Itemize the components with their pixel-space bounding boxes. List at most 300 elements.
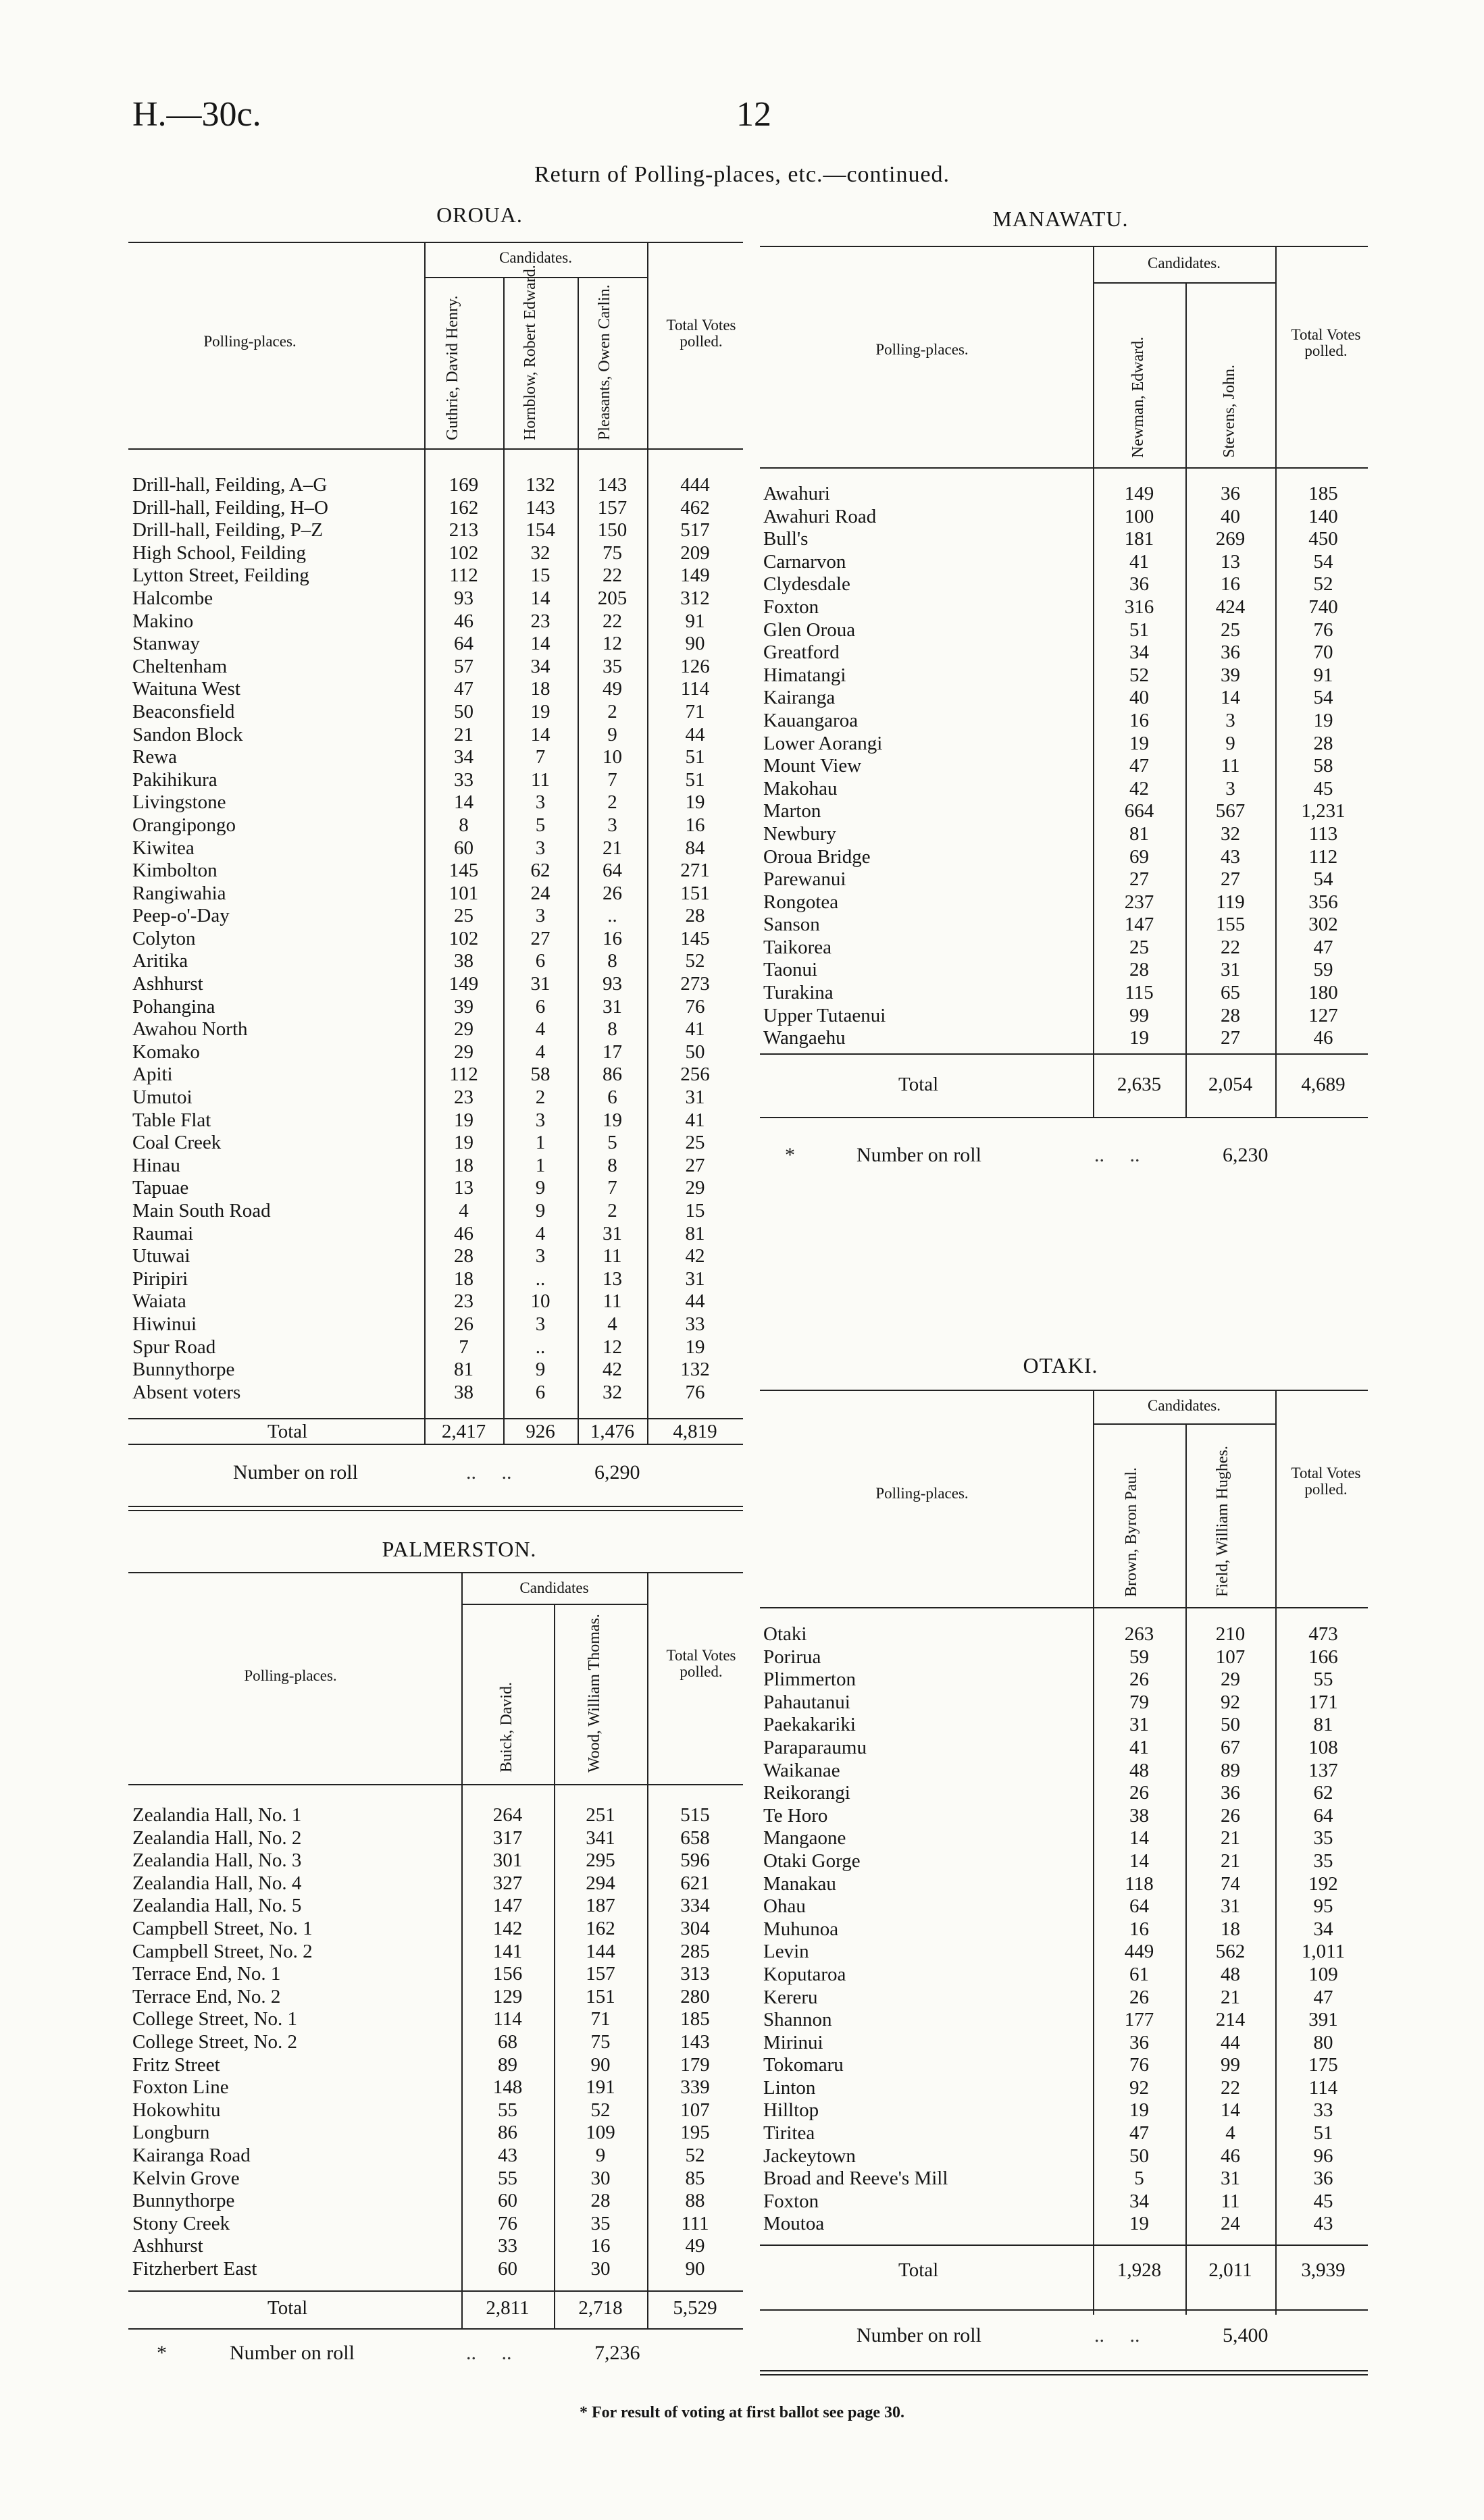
palmerston-cell: 280 <box>680 1985 710 2007</box>
palmerston-cell: 60 <box>498 2190 517 2212</box>
oroua-row <box>132 746 743 769</box>
otaki-place-name: Muhunoa <box>763 1918 839 1940</box>
manawatu-polling-header: Polling-places. <box>875 341 969 358</box>
oroua-cell: 462 <box>680 496 710 519</box>
oroua-place-name: Stanway <box>132 633 200 655</box>
manawatu-cell: 32 <box>1221 822 1240 845</box>
oroua-cell: 16 <box>603 927 622 949</box>
oroua-cell: 29 <box>454 1041 474 1063</box>
palmerston-place-name: Terrace End, No. 2 <box>132 1985 281 2007</box>
otaki-cell: 38 <box>1129 1804 1149 1827</box>
otaki-place-name: Waikanae <box>763 1759 840 1781</box>
otaki-cell: 50 <box>1129 2145 1149 2167</box>
oroua-cell: .. <box>535 1336 546 1358</box>
oroua-place-name: Pakihikura <box>132 768 218 791</box>
palmerston-place-name: Ashhurst <box>132 2235 203 2257</box>
otaki-cell: 31 <box>1221 2168 1240 2190</box>
otaki-place-name: Levin <box>763 1941 809 1963</box>
manawatu-roll-label: Number on roll <box>856 1144 981 1166</box>
otaki-cell: 19 <box>1129 2213 1149 2235</box>
manawatu-cell: 356 <box>1308 891 1338 913</box>
otaki-roll-label: Number on roll <box>856 2324 981 2346</box>
manawatu-candidate-2: Stevens, John. <box>1221 365 1238 458</box>
otaki-cell: 48 <box>1129 1759 1149 1781</box>
palmerston-row <box>132 1849 743 1872</box>
manawatu-cell: 70 <box>1313 641 1333 664</box>
oroua-cell: 11 <box>603 1245 622 1267</box>
palmerston-cell: 143 <box>680 2030 710 2053</box>
manawatu-place-name: Makohau <box>763 777 838 799</box>
oroua-cell: 213 <box>449 519 479 542</box>
otaki-cell: 118 <box>1125 1872 1154 1895</box>
palmerston-row <box>132 2054 743 2077</box>
manawatu-cell: 149 <box>1124 483 1154 504</box>
oroua-total-guthrie: 2,417 <box>441 1421 486 1442</box>
oroua-cell: 52 <box>685 950 705 972</box>
palmerston-row <box>132 2031 743 2054</box>
oroua-cell: 132 <box>680 1359 710 1381</box>
oroua-cell: 76 <box>685 1381 705 1403</box>
manawatu-row <box>763 1027 1371 1050</box>
palmerston-total-votes: 5,529 <box>673 2297 717 2319</box>
otaki-cell: 35 <box>1313 1827 1333 1849</box>
oroua-cell: 149 <box>449 973 479 995</box>
otaki-roll-value: 5,400 <box>1223 2324 1269 2346</box>
oroua-row <box>132 1359 743 1382</box>
otaki-cell: 92 <box>1129 2076 1149 2099</box>
manawatu-cell: 740 <box>1308 596 1338 618</box>
oroua-cell: 2 <box>607 1200 617 1222</box>
otaki-cell: 36 <box>1313 2168 1333 2190</box>
oroua-cell: 19 <box>530 700 551 723</box>
oroua-cell: 209 <box>680 542 710 564</box>
otaki-place-name: Reikorangi <box>763 1782 850 1804</box>
oroua-cell: 145 <box>449 860 479 882</box>
palmerston-row <box>132 2213 743 2236</box>
oroua-cell: 444 <box>680 474 710 496</box>
manawatu-row <box>763 710 1371 733</box>
palmerston-cell: 30 <box>590 2257 611 2280</box>
oroua-cell: 32 <box>603 1381 622 1403</box>
oroua-place-name: Hiwinui <box>132 1313 197 1335</box>
palmerston-cell: 35 <box>590 2212 611 2234</box>
palmerston-cell: 60 <box>498 2257 517 2280</box>
otaki-cell: 33 <box>1313 2099 1333 2122</box>
otaki-row <box>763 1918 1371 1941</box>
oroua-place-name: Rewa <box>132 746 178 768</box>
oroua-cell: 13 <box>603 1267 622 1290</box>
oroua-cell: 75 <box>603 542 622 564</box>
oroua-cell: .. <box>607 905 617 927</box>
manawatu-row <box>763 528 1371 551</box>
otaki-cell: 31 <box>1129 1714 1149 1736</box>
oroua-cell: 157 <box>597 496 628 519</box>
manawatu-row <box>763 755 1371 778</box>
manawatu-cell: 127 <box>1308 1004 1338 1026</box>
palmerston-cell: 658 <box>680 1827 710 1849</box>
manawatu-cell: 9 <box>1225 732 1235 754</box>
oroua-cell: 14 <box>530 587 551 609</box>
palmerston-cell: 148 <box>492 2076 523 2099</box>
manawatu-row <box>763 551 1371 574</box>
manawatu-cell: 27 <box>1221 868 1240 891</box>
oroua-cell: 256 <box>680 1064 710 1086</box>
palmerston-place-name: Bunnythorpe <box>132 2190 235 2212</box>
manawatu-roll-value: 6,230 <box>1223 1144 1269 1166</box>
manawatu-place-name: Rongotea <box>763 891 839 913</box>
otaki-cell: 26 <box>1129 1782 1149 1804</box>
oroua-cell: 312 <box>680 587 710 609</box>
oroua-cell: 26 <box>454 1313 474 1335</box>
oroua-cell: 31 <box>685 1086 705 1109</box>
oroua-row <box>132 587 743 610</box>
oroua-cell: 112 <box>449 1064 478 1086</box>
otaki-cell: 21 <box>1221 1986 1240 2008</box>
palmerston-place-name: Longburn <box>132 2122 210 2144</box>
manawatu-cell: 14 <box>1221 687 1240 709</box>
oroua-total-hornblow: 926 <box>526 1421 555 1442</box>
manawatu-cell: 59 <box>1313 959 1333 981</box>
otaki-title: OTAKI. <box>1023 1353 1098 1377</box>
palmerston-candidate-2: Wood, William Thomas. <box>586 1614 603 1773</box>
oroua-cell: 60 <box>454 837 474 859</box>
palmerston-table <box>132 1804 743 2280</box>
palmerston-cell: 55 <box>498 2167 517 2189</box>
manawatu-row <box>763 619 1371 642</box>
palmerston-cell: 71 <box>590 2008 611 2030</box>
oroua-row <box>132 1018 743 1041</box>
oroua-cell: 25 <box>685 1132 705 1154</box>
oroua-cell: 4 <box>459 1200 469 1222</box>
manawatu-cell: 25 <box>1129 936 1149 958</box>
palmerston-roll-value: 7,236 <box>594 2342 640 2364</box>
oroua-place-name: Peep-o'-Day <box>132 905 230 927</box>
oroua-cell: 90 <box>685 633 705 655</box>
otaki-cell: 47 <box>1129 2122 1149 2145</box>
manawatu-cell: 52 <box>1313 573 1333 596</box>
otaki-cell: 29 <box>1221 1669 1240 1691</box>
oroua-place-name: Table Flat <box>132 1109 211 1131</box>
oroua-row <box>132 860 743 883</box>
otaki-cell: 67 <box>1221 1736 1240 1758</box>
oroua-cell: 1 <box>535 1132 546 1154</box>
manawatu-place-name: Greatford <box>763 641 840 664</box>
otaki-cell: 79 <box>1129 1691 1149 1713</box>
oroua-row <box>132 656 743 679</box>
oroua-cell: 31 <box>603 1222 622 1244</box>
manawatu-cell: 567 <box>1215 800 1246 822</box>
manawatu-place-name: Parewanui <box>763 868 846 891</box>
manawatu-cell: 237 <box>1124 891 1154 913</box>
oroua-cell: 50 <box>454 700 474 723</box>
otaki-row <box>763 2145 1371 2168</box>
otaki-place-name: Moutoa <box>763 2213 825 2235</box>
manawatu-row <box>763 664 1371 687</box>
oroua-cell: 9 <box>535 1200 546 1222</box>
otaki-row <box>763 1714 1371 1737</box>
oroua-cell: 11 <box>603 1290 622 1313</box>
oroua-row <box>132 724 743 747</box>
palmerston-cell: 43 <box>498 2144 517 2166</box>
manawatu-cell: 11 <box>1221 755 1240 777</box>
manawatu-cell: 46 <box>1313 1027 1333 1049</box>
palmerston-cell: 295 <box>586 1849 615 1872</box>
palmerston-row <box>132 1872 743 1895</box>
oroua-cell: 46 <box>454 610 474 632</box>
otaki-cell: 210 <box>1215 1623 1246 1645</box>
palmerston-place-name: Zealandia Hall, No. 1 <box>132 1804 302 1826</box>
oroua-row <box>132 542 743 565</box>
palmerston-total-buick: 2,811 <box>486 2297 530 2319</box>
otaki-row <box>763 2054 1371 2077</box>
manawatu-cell: 269 <box>1215 528 1246 550</box>
palmerston-row <box>132 2258 743 2281</box>
oroua-cell: 102 <box>449 927 479 949</box>
oroua-cell: 9 <box>607 723 617 745</box>
manawatu-row <box>763 823 1371 846</box>
oroua-cell: 64 <box>454 633 474 655</box>
otaki-row <box>763 1895 1371 1918</box>
manawatu-place-name: Wangaehu <box>763 1027 846 1049</box>
oroua-cell: 4 <box>535 1018 546 1041</box>
manawatu-row <box>763 641 1371 664</box>
manawatu-cell: 28 <box>1221 1004 1240 1026</box>
manawatu-place-name: Awahuri Road <box>763 505 877 527</box>
otaki-row <box>763 2077 1371 2100</box>
palmerston-place-name: Zealandia Hall, No. 2 <box>132 1827 302 1849</box>
otaki-cell: 114 <box>1308 2076 1338 2099</box>
oroua-place-name: Colyton <box>132 927 196 949</box>
palmerston-cell: 147 <box>492 1895 523 1917</box>
manawatu-cell: 25 <box>1221 619 1240 641</box>
otaki-place-name: Tiritea <box>763 2122 815 2145</box>
oroua-row <box>132 1245 743 1268</box>
oroua-cell: 18 <box>454 1154 474 1176</box>
otaki-cell: 36 <box>1221 1782 1240 1804</box>
oroua-cell: 4 <box>535 1041 546 1063</box>
oroua-row <box>132 565 743 587</box>
oroua-cell: 93 <box>454 587 474 609</box>
oroua-cell: 84 <box>685 837 705 859</box>
oroua-place-name: Kiwitea <box>132 837 195 859</box>
palmerston-cell: 75 <box>590 2030 611 2053</box>
oroua-cell: 18 <box>454 1267 474 1290</box>
manawatu-place-name: Taonui <box>763 959 818 981</box>
palmerston-cell: 195 <box>680 2122 710 2144</box>
manawatu-total-label: Total <box>898 1074 939 1095</box>
otaki-total-header: Total Votes polled. <box>1291 1465 1361 1498</box>
palmerston-cell: 339 <box>680 2076 710 2099</box>
manawatu-cell: 450 <box>1308 528 1338 550</box>
palmerston-cell: 341 <box>586 1827 615 1849</box>
oroua-cell: 93 <box>603 973 622 995</box>
palmerston-roll-label: Number on roll <box>230 2342 355 2364</box>
oroua-cell: 71 <box>685 700 705 723</box>
oroua-cell: 2 <box>535 1086 546 1109</box>
oroua-cell: 81 <box>454 1359 474 1381</box>
oroua-cell: 58 <box>530 1064 551 1086</box>
otaki-cell: 137 <box>1308 1759 1338 1781</box>
manawatu-cell: 47 <box>1313 936 1333 958</box>
manawatu-cell: 112 <box>1308 845 1338 868</box>
palmerston-cell: 515 <box>680 1804 710 1826</box>
palmerston-place-name: Foxton Line <box>132 2076 229 2099</box>
otaki-row <box>763 1782 1371 1805</box>
oroua-cell: 44 <box>685 1290 705 1313</box>
palmerston-total-row <box>132 2297 743 2320</box>
manawatu-cell: 28 <box>1129 959 1149 981</box>
oroua-cell: 42 <box>685 1245 705 1267</box>
otaki-place-name: Paraparaumu <box>763 1736 867 1758</box>
manawatu-cell: 76 <box>1313 619 1333 641</box>
oroua-cell: 19 <box>685 1336 705 1358</box>
oroua-cell: 273 <box>680 973 710 995</box>
otaki-place-name: Shannon <box>763 2009 832 2031</box>
palmerston-place-name: Terrace End, No. 1 <box>132 1963 281 1985</box>
otaki-place-name: Otaki <box>763 1623 807 1645</box>
palmerston-total-header: Total Votes polled. <box>666 1647 736 1680</box>
otaki-cell: 192 <box>1308 1872 1338 1895</box>
oroua-cell: 49 <box>603 678 622 700</box>
otaki-cell: 59 <box>1129 1646 1149 1668</box>
otaki-cell: 11 <box>1221 2190 1240 2212</box>
palmerston-place-name: College Street, No. 1 <box>132 2008 298 2030</box>
oroua-place-name: Main South Road <box>132 1200 271 1222</box>
oroua-place-name: Pohangina <box>132 995 215 1018</box>
otaki-row <box>763 2168 1371 2190</box>
palmerston-cell: 304 <box>680 1917 710 1939</box>
otaki-cell: 21 <box>1221 1849 1240 1872</box>
otaki-place-name: Te Horo <box>763 1804 828 1827</box>
otaki-cell: 473 <box>1308 1623 1338 1645</box>
oroua-cell: 25 <box>454 905 474 927</box>
oroua-row <box>132 996 743 1019</box>
otaki-row <box>763 1941 1371 1964</box>
palmerston-cell: 317 <box>492 1827 523 1849</box>
oroua-place-name: Apiti <box>132 1064 173 1086</box>
oroua-cell: 3 <box>607 814 617 836</box>
oroua-cell: 23 <box>530 610 551 632</box>
otaki-cell: 108 <box>1308 1736 1338 1758</box>
palmerston-row <box>132 1918 743 1941</box>
oroua-cell: 2 <box>607 791 617 814</box>
manawatu-cell: 54 <box>1313 868 1333 891</box>
manawatu-cell: 42 <box>1129 777 1149 799</box>
oroua-cell: 16 <box>685 814 705 836</box>
oroua-place-name: Lytton Street, Feilding <box>132 565 309 587</box>
manawatu-cell: 180 <box>1308 982 1338 1004</box>
oroua-cell: 31 <box>530 973 551 995</box>
otaki-place-name: Foxton <box>763 2190 819 2212</box>
otaki-cell: 14 <box>1221 2099 1240 2122</box>
oroua-row <box>132 1382 743 1405</box>
otaki-cell: 562 <box>1215 1941 1246 1963</box>
otaki-row <box>763 1623 1371 1646</box>
oroua-cell: 50 <box>685 1041 705 1063</box>
oroua-cell: 205 <box>597 587 628 609</box>
oroua-row <box>132 633 743 656</box>
oroua-cell: 23 <box>454 1086 474 1109</box>
oroua-place-name: Raumai <box>132 1222 194 1244</box>
oroua-cell: 3 <box>535 1313 546 1335</box>
otaki-cell: 109 <box>1308 1963 1338 1985</box>
oroua-cell: 62 <box>530 860 551 882</box>
palmerston-cell: 76 <box>498 2212 517 2234</box>
oroua-cell: 7 <box>607 1177 617 1199</box>
oroua-roll-label: Number on roll <box>233 1461 358 1484</box>
palmerston-cell: 162 <box>586 1917 615 1939</box>
otaki-cell: 26 <box>1129 1986 1149 2008</box>
otaki-place-name: Otaki Gorge <box>763 1849 861 1872</box>
otaki-row <box>763 2122 1371 2145</box>
oroua-place-name: Bunnythorpe <box>132 1359 235 1381</box>
oroua-cell: 91 <box>685 610 705 632</box>
manawatu-row <box>763 846 1371 869</box>
oroua-row <box>132 1132 743 1155</box>
manawatu-place-name: Oroua Bridge <box>763 845 871 868</box>
palmerston-cell: 187 <box>586 1895 615 1917</box>
manawatu-title: MANAWATU. <box>992 207 1129 231</box>
manawatu-row <box>763 483 1371 506</box>
otaki-place-name: Plimmerton <box>763 1669 856 1691</box>
oroua-cell: 33 <box>454 768 474 791</box>
palmerston-place-name: Kairanga Road <box>132 2144 251 2166</box>
palmerston-cell: 9 <box>595 2144 606 2166</box>
otaki-cell: 80 <box>1313 2031 1333 2053</box>
oroua-candidate-2: Hornblow, Robert Edward. <box>521 265 539 440</box>
palmerston-row <box>132 2099 743 2122</box>
oroua-row <box>132 791 743 814</box>
oroua-cell: 6 <box>607 1086 617 1109</box>
palmerston-cell: 327 <box>492 1872 523 1894</box>
oroua-cell: 29 <box>454 1018 474 1041</box>
oroua-total-pleasants: 1,476 <box>590 1421 635 1442</box>
palmerston-row <box>132 2076 743 2099</box>
oroua-cell: 22 <box>603 610 622 632</box>
oroua-row <box>132 1223 743 1246</box>
manawatu-cell: 115 <box>1125 982 1154 1004</box>
manawatu-roll-star: * <box>785 1144 795 1166</box>
palmerston-cell: 596 <box>680 1849 710 1872</box>
palmerston-roll-star: * <box>157 2342 167 2364</box>
oroua-place-name: Livingstone <box>132 791 226 814</box>
oroua-place-name: Makino <box>132 610 194 632</box>
manawatu-cell: 47 <box>1129 755 1149 777</box>
manawatu-place-name: Mount View <box>763 755 862 777</box>
otaki-place-name: Paekakariki <box>763 1714 856 1736</box>
manawatu-place-name: Carnarvon <box>763 550 846 573</box>
otaki-row <box>763 1737 1371 1760</box>
oroua-cell: 81 <box>685 1222 705 1244</box>
otaki-cell: 51 <box>1313 2122 1333 2145</box>
otaki-cell: 21 <box>1221 1827 1240 1849</box>
oroua-place-name: Umutoi <box>132 1086 193 1109</box>
palmerston-candidate-1: Buick, David. <box>498 1682 515 1773</box>
oroua-row <box>132 610 743 633</box>
otaki-cell: 175 <box>1308 2054 1338 2076</box>
otaki-row <box>763 2032 1371 2055</box>
palmerston-row <box>132 2122 743 2145</box>
oroua-cell: 34 <box>454 746 474 768</box>
otaki-cell: 43 <box>1313 2213 1333 2235</box>
oroua-row <box>132 1155 743 1178</box>
manawatu-cell: 54 <box>1313 687 1333 709</box>
otaki-row <box>763 2213 1371 2236</box>
oroua-place-name: Kimbolton <box>132 860 218 882</box>
oroua-total-votes: 4,819 <box>673 1421 717 1442</box>
oroua-row <box>132 1313 743 1336</box>
palmerston-cell: 49 <box>685 2235 705 2257</box>
